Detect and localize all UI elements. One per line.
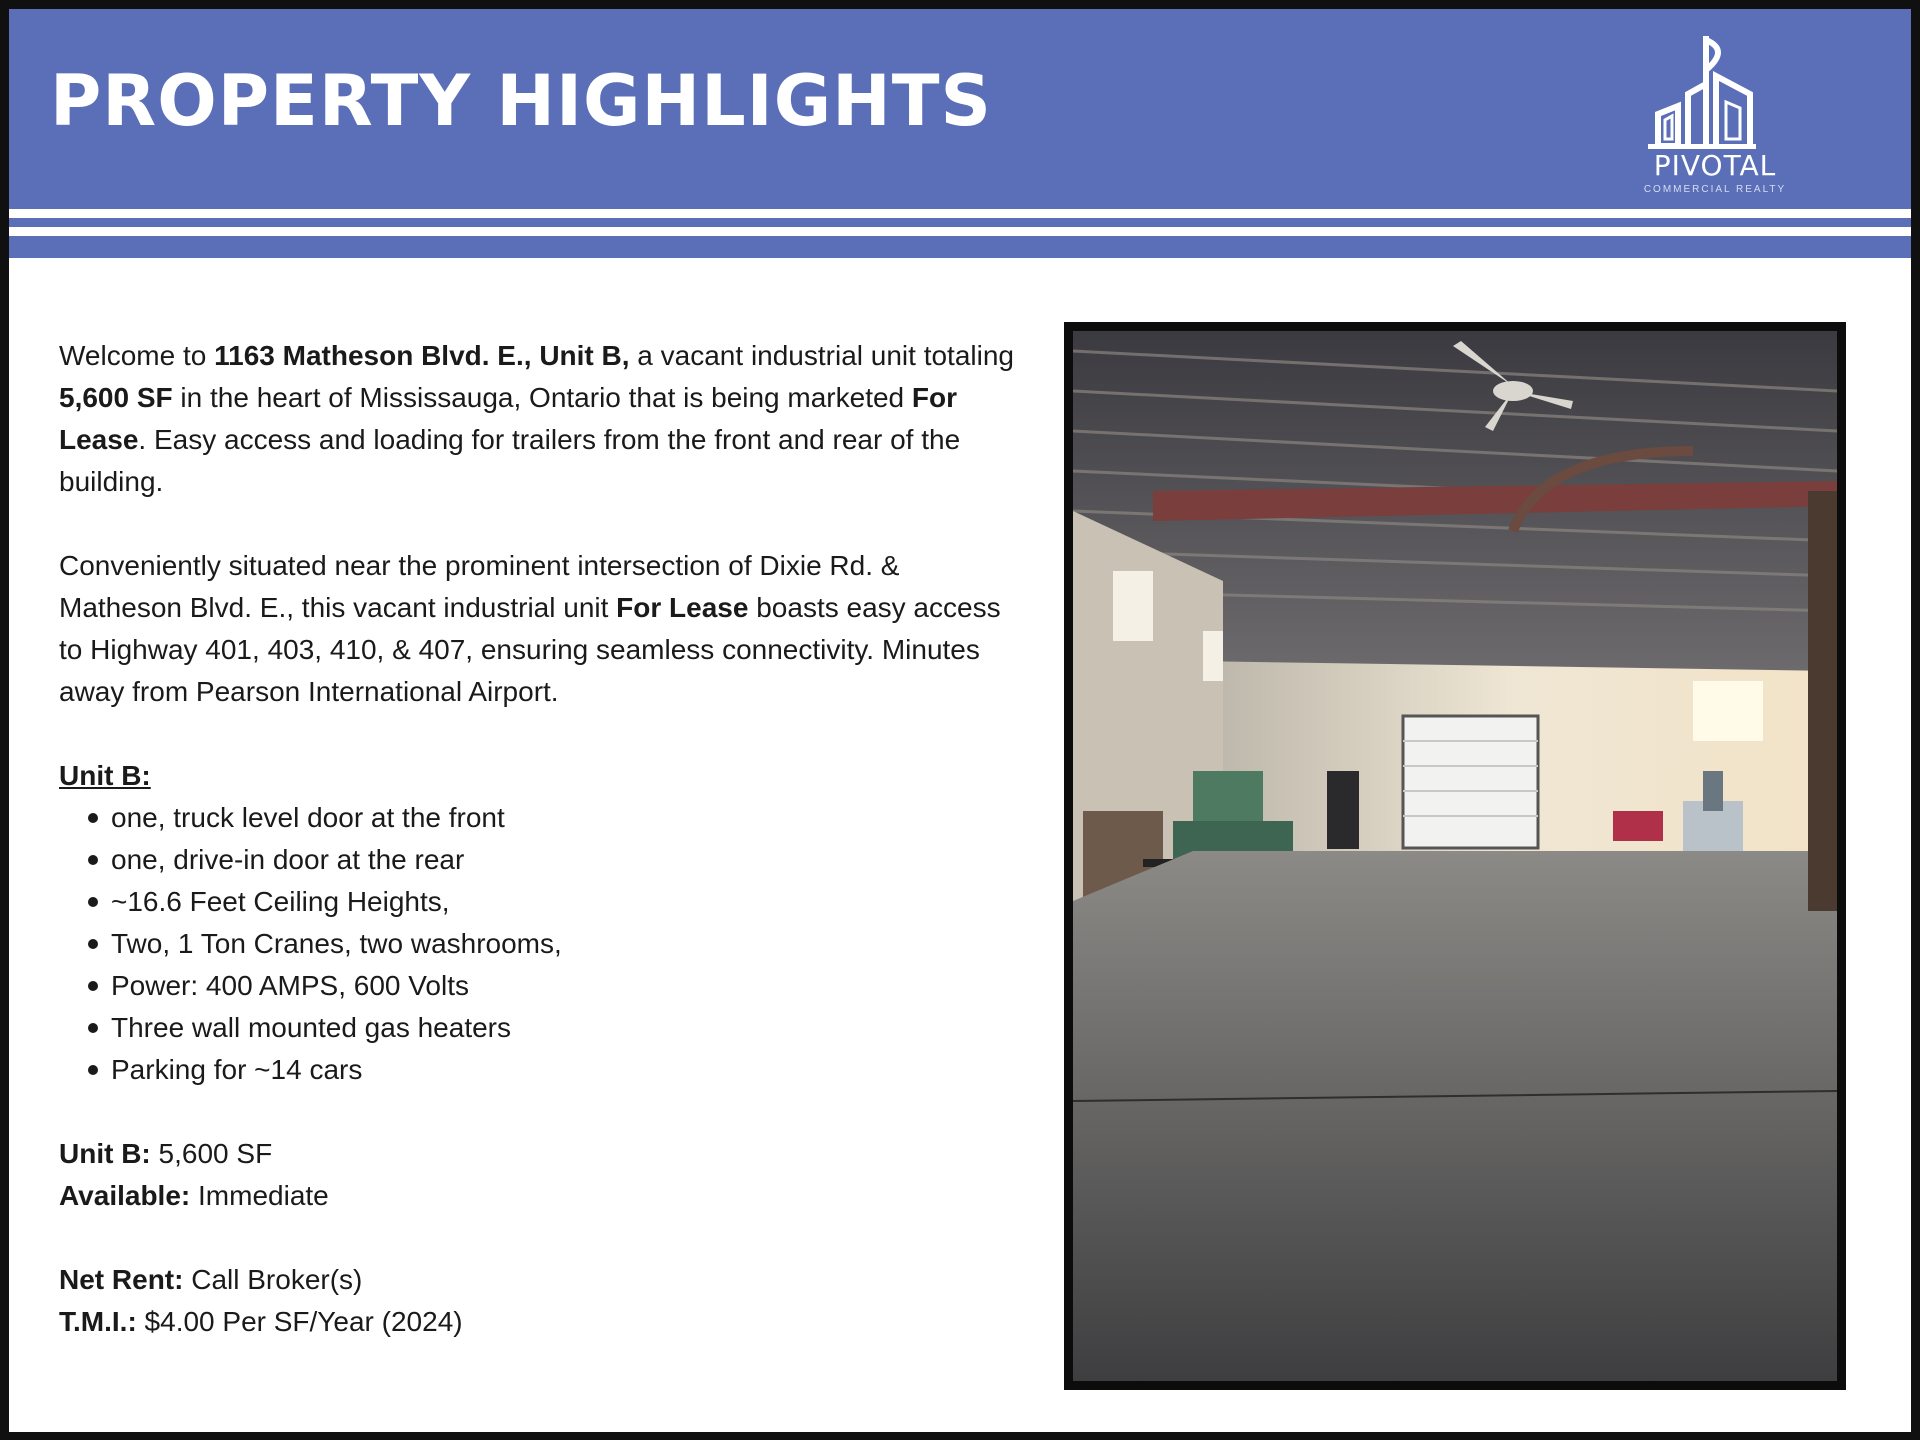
list-item: ~16.6 Feet Ceiling Heights,: [59, 881, 1019, 923]
warehouse-photo-illustration: [1073, 331, 1837, 1381]
list-item: Two, 1 Ton Cranes, two washrooms,: [59, 923, 1019, 965]
rent-value: Call Broker(s): [183, 1264, 363, 1295]
property-address: 1163 Matheson Blvd. E., Unit B,: [214, 340, 630, 371]
rent-label: Net Rent:: [59, 1264, 184, 1295]
list-item: one, drive-in door at the rear: [59, 839, 1019, 881]
page-title: PROPERTY HIGHLIGHTS: [50, 60, 992, 142]
intro-paragraph: [59, 335, 1019, 503]
tmi-value: $4.00 Per SF/Year (2024): [136, 1306, 463, 1337]
feature-list: [59, 797, 1019, 1091]
location-text: Conveniently situated near the prominent intersection of Dixie Rd. & Matheson Blvd. E., this vacant industrial unit: [59, 550, 900, 623]
logo-wordmark: PIVOTAL: [1653, 149, 1777, 182]
availability-line: [59, 1175, 1019, 1217]
availability-value: Immediate: [190, 1180, 329, 1211]
tmi-label: T.M.I.:: [59, 1306, 137, 1337]
property-size: 5,600 SF: [59, 382, 173, 413]
intro-text: a vacant industrial unit totaling: [629, 340, 1014, 371]
availability-label: Available:: [59, 1180, 191, 1211]
list-item: one, truck level door at the front: [59, 797, 1019, 839]
list-item: Parking for ~14 cars: [59, 1049, 1019, 1091]
location-paragraph: [59, 545, 1019, 713]
size-label: Unit B:: [59, 1138, 151, 1169]
location-text: boasts easy access to Highway 401, 403, 410, & 407, ensuring seamless connectivity. Minutes away from Pearson International Airport.: [59, 592, 1001, 707]
logo-tagline: COMMERCIAL REALTY: [1643, 184, 1787, 195]
intro-text: Welcome to: [59, 340, 215, 371]
list-item: Three wall mounted gas heaters: [59, 1007, 1019, 1049]
intro-text: in the heart of Mississauga, Ontario that is being marketed: [172, 382, 912, 413]
size-value: 5,600 SF: [150, 1138, 273, 1169]
tmi-line: [59, 1301, 1019, 1343]
property-description: [59, 335, 1019, 1343]
listing-type: For Lease: [616, 592, 749, 623]
unit-heading: Unit B:: [59, 760, 151, 791]
intro-text: . Easy access and loading for trailers from the front and rear of the building.: [59, 424, 961, 497]
listing-type: For Lease: [59, 382, 958, 455]
warehouse-interior-photo: [1073, 331, 1837, 1381]
list-item: Power: 400 AMPS, 600 Volts: [59, 965, 1019, 1007]
rent-line: [59, 1259, 1019, 1301]
size-line: [59, 1133, 1019, 1175]
header-stripes: [9, 209, 1911, 258]
